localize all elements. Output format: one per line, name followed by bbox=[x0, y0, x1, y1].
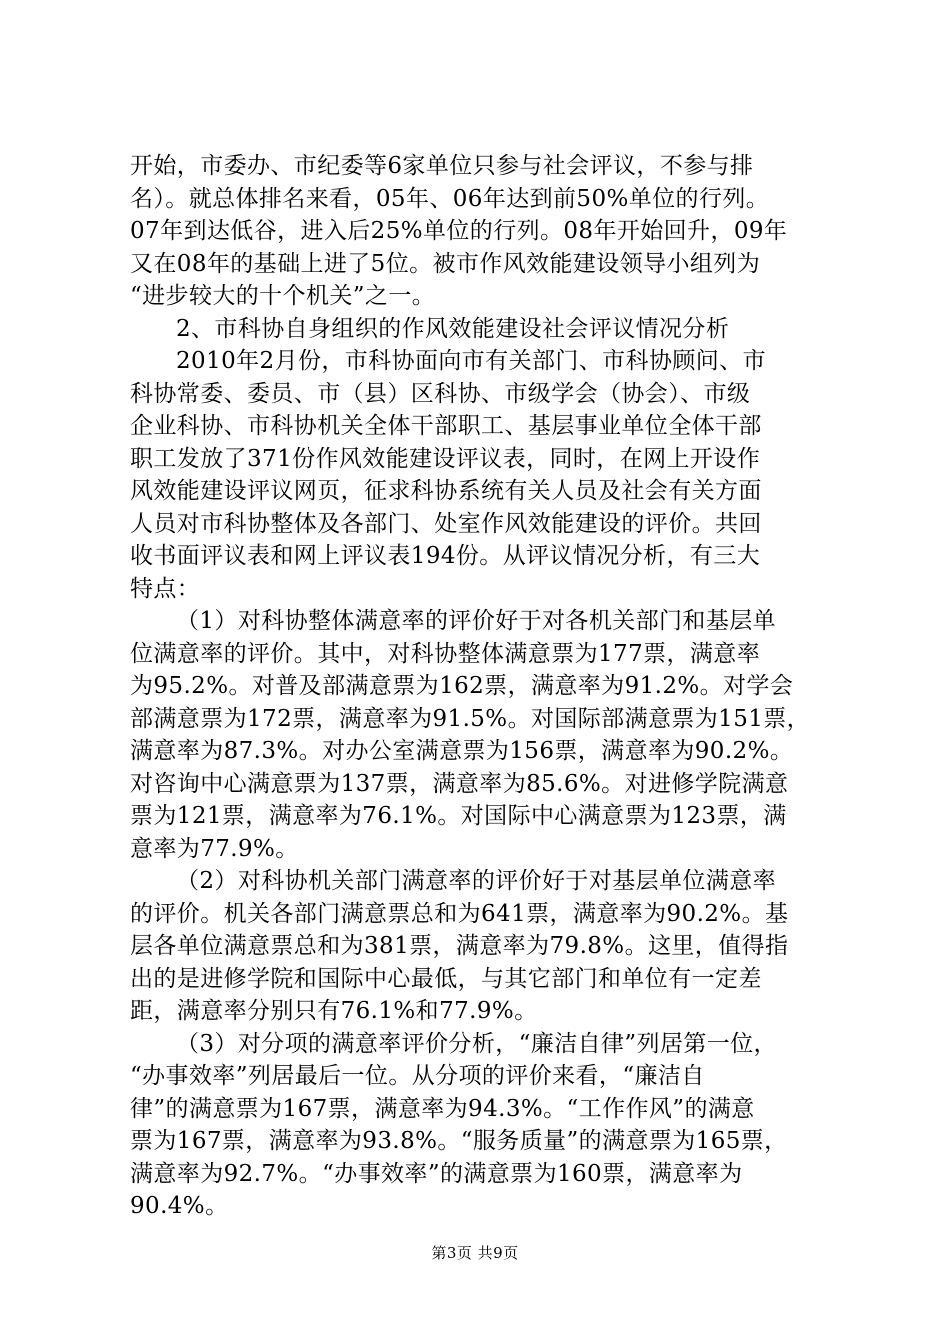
text-line: 科协常委、委员、市（县）区科协、市级学会（协会）、市级 bbox=[130, 380, 751, 407]
text-line: 为95.2%。对普及部满意票为162票，满意率为91.2%。对学会 bbox=[130, 673, 794, 699]
text-line: 2010年2月份，市科协面向市有关部门、市科协顾问、市 bbox=[176, 348, 766, 374]
text-line: 满意率为92.7%。“办事效率”的满意票为160票，满意率为 bbox=[130, 1160, 743, 1187]
text-line: 的评价。机关各部门满意票总和为641票，满意率为90.2%。基 bbox=[130, 900, 789, 927]
text-line: 又在08年的基础上进了5位。被市作风效能建设领导小组列为 bbox=[130, 250, 761, 277]
text-line: 对咨询中心满意票为137票，满意率为85.6%。对进修学院满意 bbox=[130, 770, 789, 797]
text-line: 90.4%。 bbox=[130, 1193, 229, 1219]
text-line: 距，满意率分别只有76.1%和77.9%。 bbox=[130, 998, 538, 1024]
text-line: “办事效率”列居最后一位。从分项的评价来看，“廉洁自 bbox=[130, 1063, 705, 1089]
text-line: （3）对分项的满意率评价分析，“廉洁自律”列居第一位， bbox=[176, 1030, 777, 1057]
text-line: （1）对科协整体满意率的评价好于对各机关部门和基层单 bbox=[176, 608, 777, 634]
text-line: 名）。就总体排名来看，05年、06年达到前50%单位的行列。 bbox=[130, 185, 770, 212]
text-line: 层各单位满意票总和为381票，满意率为79.8%。这里，值得指 bbox=[130, 933, 789, 959]
text-line: 出的是进修学院和国际中心最低，与其它部门和单位有一定差 bbox=[130, 965, 762, 992]
text-line: 07年到达低谷，进入后25%单位的行列。08年开始回升，09年 bbox=[130, 218, 788, 244]
section-heading: 2、市科协自身组织的作风效能建设社会评议情况分析 bbox=[176, 315, 730, 342]
text-line: “进步较大的十个机关”之一。 bbox=[130, 283, 436, 309]
text-line: 风效能建设评议网页，征求科协系统有关人员及社会有关方面 bbox=[130, 478, 762, 504]
text-line: 位满意率的评价。其中，对科协整体满意票为177票，满意率 bbox=[130, 640, 761, 667]
text-line: 特点： bbox=[130, 575, 201, 602]
text-line: 律”的满意票为167票，满意率为94.3%。“工作作风”的满意 bbox=[130, 1095, 755, 1122]
text-line: 票为167票，满意率为93.8%。“服务质量”的满意票为165票， bbox=[130, 1128, 788, 1154]
text-line: （2）对科协机关部门满意率的评价好于对基层单位满意率 bbox=[176, 868, 777, 894]
page-number-footer: 第3页 共9页 bbox=[431, 1244, 519, 1262]
text-line: 企业科协、市科协机关全体干部职工、基层事业单位全体干部 bbox=[130, 413, 762, 439]
text-line: 收书面评议表和网上评议表194份。从评议情况分析，有三大 bbox=[130, 543, 761, 569]
text-line: 意率为77.9%。 bbox=[130, 835, 299, 862]
text-line: 满意率为87.3%。对办公室满意票为156票，满意率为90.2%。 bbox=[130, 738, 794, 764]
text-line: 票为121票，满意率为76.1%。对国际中心满意票为123票，满 bbox=[130, 803, 787, 829]
document-body bbox=[130, 150, 830, 1223]
text-line: 部满意票为172票，满意率为91.5%。对国际部满意票为151票， bbox=[130, 705, 811, 732]
text-line: 职工发放了371份作风效能建设评议表，同时，在网上开设作 bbox=[130, 445, 761, 472]
text-line: 人员对市科协整体及各部门、处室作风效能建设的评价。共回 bbox=[130, 510, 762, 537]
text-line: 开始，市委办、市纪委等6家单位只参与社会评议，不参与排 bbox=[130, 153, 754, 179]
